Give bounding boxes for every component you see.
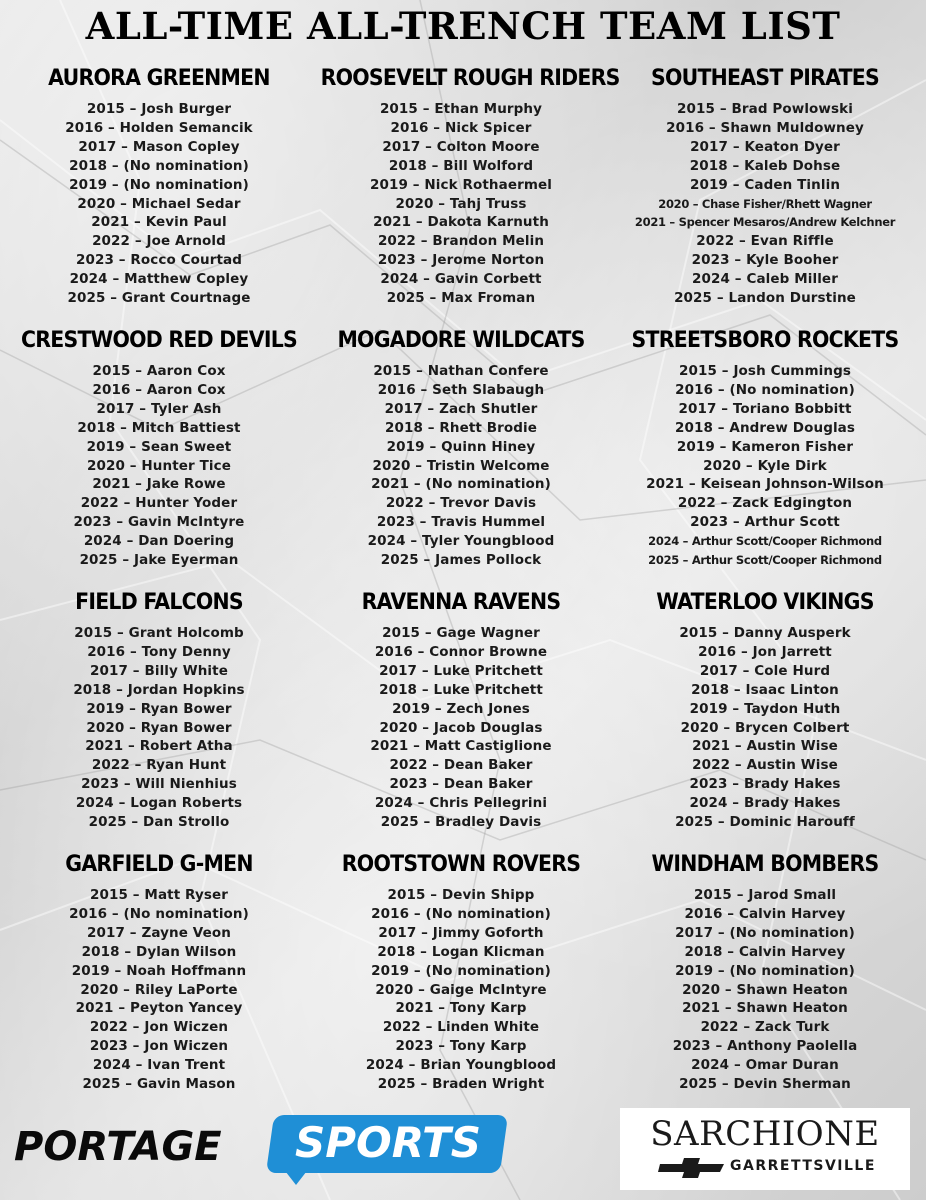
team-entry: 2015 – Matt Ryser xyxy=(89,887,228,903)
team-name: FIELD FALCONS xyxy=(75,590,243,615)
teams-grid xyxy=(8,62,918,1110)
team-entry: 2018 – Andrew Douglas xyxy=(674,419,856,436)
team-entries xyxy=(310,624,612,832)
team-entry: 2025 – Devin Sherman xyxy=(679,1076,851,1093)
team-block xyxy=(612,848,918,1110)
team-entry: 2023 – Arthur Scott xyxy=(690,514,840,531)
team-entry: 2019 – Caden Tinlin xyxy=(689,176,841,193)
team-entry: 2022 – Brandon Melin xyxy=(377,233,545,250)
portage-sports-logo xyxy=(12,1113,522,1185)
team-entry: 2016 – Nick Spicer xyxy=(390,119,532,136)
team-entry: 2019 – (No nomination) xyxy=(69,176,249,193)
team-name: STREETSBORO ROCKETS xyxy=(631,328,899,353)
team-entry: 2021 – Tony Karp xyxy=(395,1000,527,1017)
team-entry: 2017 – Billy White xyxy=(90,662,228,679)
team-entry: 2025 – Dan Strollo xyxy=(88,814,230,831)
team-entry: 2021 – Matt Castiglione xyxy=(370,738,552,755)
team-entry: 2020 – Tristin Welcome xyxy=(372,457,550,474)
team-entry: 2018 – Dylan Wilson xyxy=(81,943,237,960)
team-entry: 2024 – Omar Duran xyxy=(691,1057,839,1074)
team-entry: 2019 – (No nomination) xyxy=(371,962,551,979)
team-entry: 2016 – (No nomination) xyxy=(675,381,855,398)
team-name: ROOTSTOWN ROVERS xyxy=(341,852,581,877)
team-entry: 2017 – Keaton Dyer xyxy=(690,138,840,155)
team-entry: 2022 – Austin Wise xyxy=(692,757,838,774)
team-entry: 2015 – Danny Ausperk xyxy=(679,625,851,641)
team-entry: 2023 – Brady Hakes xyxy=(689,776,841,793)
team-entry: 2024 – Tyler Youngblood xyxy=(367,533,555,550)
team-entry: 2020 – Chase Fisher/Rhett Wagner xyxy=(658,196,872,211)
team-name: CRESTWOOD RED DEVILS xyxy=(20,328,298,353)
team-entry: 2024 – Matthew Copley xyxy=(69,271,249,288)
team-entry: 2018 – Isaac Linton xyxy=(691,681,839,698)
team-entry: 2019 – Kameron Fisher xyxy=(676,438,854,455)
team-entry: 2023 – Will Nienhius xyxy=(81,776,237,793)
team-entry: 2025 – Landon Durstine xyxy=(674,290,856,307)
team-entry: 2015 – Josh Cummings xyxy=(679,363,851,379)
team-entry: 2024 – Brady Hakes xyxy=(689,795,841,812)
team-name: GARFIELD G-MEN xyxy=(65,852,253,877)
team-entry: 2021 – Dakota Karnuth xyxy=(373,214,549,231)
team-entry: 2020 – Michael Sedar xyxy=(77,195,241,212)
team-name: RAVENNA RAVENS xyxy=(361,590,561,615)
team-block xyxy=(310,848,612,1110)
team-entry: 2018 – Bill Wolford xyxy=(388,157,534,174)
team-block xyxy=(310,62,620,324)
team-entry: 2016 – (No nomination) xyxy=(371,905,551,922)
team-entry: 2016 – Tony Denny xyxy=(87,643,231,660)
team-entry: 2016 – Connor Browne xyxy=(374,643,548,660)
team-entry: 2015 – Jarod Small xyxy=(693,887,837,903)
team-entry: 2021 – Kevin Paul xyxy=(91,214,227,231)
team-entry: 2015 – Brad Powlowski xyxy=(677,101,853,117)
team-entry: 2023 – Dean Baker xyxy=(389,776,533,793)
team-name: AURORA GREENMEN xyxy=(48,66,270,91)
team-entry: 2023 – Travis Hummel xyxy=(376,514,546,531)
team-entry: 2021 – Austin Wise xyxy=(692,738,838,755)
team-entries xyxy=(8,362,310,570)
team-entry: 2020 – Brycen Colbert xyxy=(680,719,850,736)
team-entry: 2016 – Holden Semancik xyxy=(65,119,253,136)
team-entry: 2024 – Caleb Miller xyxy=(692,271,838,288)
logo-portage-text: PORTAGE xyxy=(14,1124,222,1170)
team-entry: 2021 – Peyton Yancey xyxy=(75,1000,243,1017)
team-entry: 2022 – Linden White xyxy=(382,1019,540,1036)
team-entries xyxy=(612,886,918,1094)
team-entry: 2016 – Seth Slabaugh xyxy=(377,381,545,398)
team-entry: 2017 – Mason Copley xyxy=(78,138,240,155)
team-entry: 2019 – Nick Rothaermel xyxy=(369,176,553,193)
team-entry: 2017 – (No nomination) xyxy=(675,924,855,941)
team-entry: 2023 – Kyle Booher xyxy=(691,252,839,269)
sponsor-location: GARRETTSVILLE xyxy=(730,1158,876,1174)
team-entry: 2025 – James Pollock xyxy=(380,552,542,569)
logo-sports-text: SPORTS xyxy=(294,1118,482,1167)
team-entry: 2017 – Toriano Bobbitt xyxy=(678,400,852,417)
team-entry: 2023 – Jerome Norton xyxy=(377,252,545,269)
team-block xyxy=(310,586,612,848)
team-entry: 2015 – Ethan Murphy xyxy=(379,101,543,117)
team-entry: 2022 – Joe Arnold xyxy=(92,233,226,250)
team-entry: 2022 – Trevor Davis xyxy=(385,495,537,512)
team-entry: 2015 – Gage Wagner xyxy=(382,625,540,641)
team-entry: 2022 – Ryan Hunt xyxy=(91,757,227,774)
team-entry: 2020 – Hunter Tice xyxy=(86,457,231,474)
team-entry: 2016 – Jon Jarrett xyxy=(698,643,832,660)
team-block xyxy=(8,586,310,848)
team-entry: 2020 – Ryan Bower xyxy=(86,719,232,736)
team-entries xyxy=(612,362,918,570)
team-entries xyxy=(8,886,310,1094)
team-entry: 2020 – Shawn Heaton xyxy=(682,981,848,998)
team-entry: 2017 – Tyler Ash xyxy=(96,400,222,417)
team-block xyxy=(612,62,918,324)
team-entry: 2024 – Arthur Scott/Cooper Richmond xyxy=(648,534,882,549)
team-entries xyxy=(310,100,612,308)
team-entry: 2024 – Brian Youngblood xyxy=(365,1057,557,1074)
team-entry: 2023 – Jon Wiczen xyxy=(89,1038,229,1055)
team-entries xyxy=(612,100,918,308)
team-entry: 2021 – (No nomination) xyxy=(371,476,551,493)
team-name: SOUTHEAST PIRATES xyxy=(650,66,880,91)
team-entry: 2021 – Spencer Mesaros/Andrew Kelchner xyxy=(634,215,896,230)
team-entry: 2022 – Evan Riffle xyxy=(696,233,834,250)
team-entry: 2024 – Ivan Trent xyxy=(92,1057,226,1074)
team-entry: 2018 – Mitch Battiest xyxy=(77,419,241,436)
team-block xyxy=(310,324,612,586)
team-block xyxy=(8,62,310,324)
team-entries xyxy=(8,624,310,832)
team-entry: 2020 – Gaige McIntyre xyxy=(375,981,547,998)
team-entry: 2025 – Jake Eyerman xyxy=(79,552,239,569)
team-entry: 2016 – Aaron Cox xyxy=(92,381,226,398)
team-entry: 2022 – Hunter Yoder xyxy=(80,495,238,512)
sponsor-name: SARCHIONE xyxy=(650,1114,880,1154)
team-entry: 2017 – Zach Shutler xyxy=(384,400,538,417)
team-entry: 2025 – Braden Wright xyxy=(377,1076,545,1093)
team-entries xyxy=(310,886,612,1094)
team-entry: 2018 – Luke Pritchett xyxy=(379,681,543,698)
team-entry: 2018 – Logan Klicman xyxy=(377,943,545,960)
team-entry: 2019 – Zech Jones xyxy=(392,700,530,717)
chevrolet-bowtie-icon xyxy=(658,1156,726,1178)
team-name: ROOSEVELT ROUGH RIDERS xyxy=(320,66,620,91)
team-entry: 2023 – Tony Karp xyxy=(395,1038,527,1055)
team-entry: 2024 – Dan Doering xyxy=(83,533,235,550)
team-entry: 2021 – Keisean Johnson-Wilson xyxy=(646,476,884,493)
team-entry: 2015 – Aaron Cox xyxy=(92,363,226,379)
team-entry: 2021 – Jake Rowe xyxy=(92,476,226,493)
team-entry: 2020 – Jacob Douglas xyxy=(379,719,543,736)
team-entry: 2017 – Luke Pritchett xyxy=(379,662,543,679)
team-entry: 2023 – Gavin McIntyre xyxy=(73,514,245,531)
team-entries xyxy=(310,362,612,570)
team-entry: 2019 – Quinn Hiney xyxy=(386,438,536,455)
team-entry: 2019 – Taydon Huth xyxy=(689,700,841,717)
team-entry: 2023 – Rocco Courtad xyxy=(75,252,243,269)
team-entry: 2018 – Kaleb Dohse xyxy=(689,157,841,174)
team-entry: 2021 – Robert Atha xyxy=(85,738,233,755)
team-entry: 2021 – Shawn Heaton xyxy=(682,1000,848,1017)
team-entry: 2025 – Bradley Davis xyxy=(380,814,542,831)
team-entry: 2018 – Rhett Brodie xyxy=(384,419,538,436)
team-entry: 2018 – Calvin Harvey xyxy=(684,943,846,960)
team-entry: 2025 – Gavin Mason xyxy=(82,1076,236,1093)
team-entry: 2023 – Anthony Paolella xyxy=(672,1038,858,1055)
team-entry: 2024 – Chris Pellegrini xyxy=(374,795,548,812)
team-entry: 2019 – Ryan Bower xyxy=(86,700,232,717)
team-entry: 2017 – Colton Moore xyxy=(382,138,540,155)
team-entry: 2015 – Grant Holcomb xyxy=(74,625,244,641)
team-name: WATERLOO VIKINGS xyxy=(656,590,874,615)
team-block xyxy=(8,848,310,1110)
team-entry: 2025 – Grant Courtnage xyxy=(67,290,251,307)
team-entry: 2017 – Jimmy Goforth xyxy=(378,924,544,941)
team-entry: 2017 – Cole Hurd xyxy=(699,662,831,679)
team-name: MOGADORE WILDCATS xyxy=(337,328,585,353)
logo-speech-bubble-tail xyxy=(282,1167,310,1185)
team-entry: 2016 – (No nomination) xyxy=(69,905,249,922)
team-block xyxy=(612,324,918,586)
team-entry: 2016 – Shawn Muldowney xyxy=(666,119,864,136)
team-entry: 2019 – Sean Sweet xyxy=(86,438,232,455)
team-block xyxy=(612,586,918,848)
team-entry: 2015 – Josh Burger xyxy=(86,101,232,117)
team-entry: 2019 – (No nomination) xyxy=(675,962,855,979)
team-entry: 2018 – (No nomination) xyxy=(69,157,249,174)
team-entry: 2017 – Zayne Veon xyxy=(87,924,231,941)
team-entry: 2025 – Arthur Scott/Cooper Richmond xyxy=(648,553,882,568)
team-entry: 2022 – Jon Wiczen xyxy=(89,1019,229,1036)
team-entries xyxy=(612,624,918,832)
team-entry: 2025 – Dominic Harouff xyxy=(675,814,855,831)
team-entry: 2025 – Max Froman xyxy=(386,290,536,307)
team-entry: 2020 – Kyle Dirk xyxy=(703,457,827,474)
team-name: WINDHAM BOMBERS xyxy=(651,852,879,877)
team-entry: 2015 – Devin Shipp xyxy=(387,887,535,903)
team-entry: 2022 – Zack Edgington xyxy=(677,495,853,512)
team-entry: 2018 – Jordan Hopkins xyxy=(73,681,245,698)
team-entry: 2015 – Nathan Confere xyxy=(373,363,549,379)
team-entry: 2019 – Noah Hoffmann xyxy=(71,962,247,979)
page-title: ALL-TIME ALL-TRENCH TEAM LIST xyxy=(85,4,841,48)
team-entry: 2024 – Gavin Corbett xyxy=(380,271,542,288)
team-entries xyxy=(8,100,310,308)
team-entry: 2024 – Logan Roberts xyxy=(75,795,243,812)
team-entry: 2022 – Dean Baker xyxy=(389,757,533,774)
sponsor-logo xyxy=(620,1108,910,1190)
team-entry: 2020 – Riley LaPorte xyxy=(80,981,238,998)
team-block xyxy=(8,324,310,586)
team-entry: 2022 – Zack Turk xyxy=(700,1019,830,1036)
team-entry: 2020 – Tahj Truss xyxy=(395,195,527,212)
team-entry: 2016 – Calvin Harvey xyxy=(684,905,846,922)
